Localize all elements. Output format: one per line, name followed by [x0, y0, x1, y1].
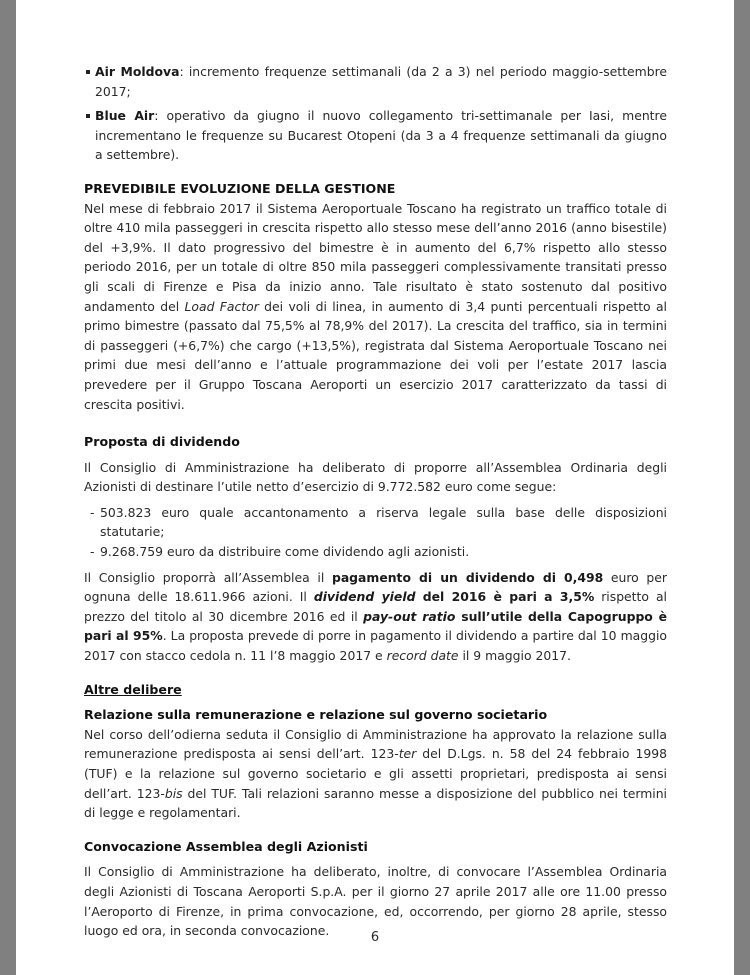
- subheading-relazione: Relazione sulla remunerazione e relazione sul governo societario: [84, 707, 548, 723]
- section-heading-dividendo: Proposta di dividendo: [84, 434, 240, 450]
- paragraph-dividendo-intro: Il Consiglio di Amministrazione ha deliberato di proporre all’Assemblea Ordinaria degli Azionisti di destinare l’utile netto d’esercizio di 9.772.582 euro come segue:: [84, 459, 667, 495]
- bullet-text: incremento frequenze settimanali (da 2 a 3) nel periodo maggio-settembre 2017;: [95, 64, 668, 99]
- page-content: [84, 62, 667, 941]
- airline-name: Blue Air: [95, 108, 155, 124]
- bullet-item-blue-air: Blue Air: operativo da giugno il nuovo collegamento tri-settimanale per Iasi, mentre incrementano le frequenze su Bucarest Otopeni (da 3 a 4 frequenze settimanali da giugno a settembre).: [84, 106, 667, 165]
- square-bullet-icon: [86, 114, 90, 118]
- dividend-allocation-list: [84, 503, 667, 562]
- page-number: 6: [370, 930, 380, 945]
- list-item: - 503.823 euro quale accantonamento a riserva legale sulla base delle disposizioni statutarie;: [90, 504, 667, 540]
- section-heading-evoluzione: PREVEDIBILE EVOLUZIONE DELLA GESTIONE: [84, 180, 396, 196]
- airline-name: Air Moldova: [95, 64, 180, 79]
- square-bullet-icon: [86, 70, 90, 74]
- bullet-item-air-moldova: Air Moldova: incremento frequenze settimanali (da 2 a 3) nel periodo maggio-settembre 2017;: [84, 62, 667, 101]
- paragraph-relazione: Nel corso dell’odierna seduta il Consiglio di Amministrazione ha approvato la relazione sulla remunerazione predisposta ai sensi dell’art. 123-ter del D.Lgs. n. 58 del 24 febbraio 1998 (TUF) e la relazione sul governo societario e gli assetti proprietari, predisposta ai sensi dell’art. 123-bis del TUF. Tali relazioni saranno messe a disposizione del pubblico nei termini di legge e regolamentari.: [84, 726, 668, 821]
- list-item: - 9.268.759 euro da distribuire come dividendo agli azionisti.: [90, 544, 470, 560]
- section-heading-altre-delibere: Altre delibere: [84, 681, 182, 697]
- bullet-text: operativo da giugno il nuovo collegamento tri-settimanale per Iasi, mentre incrementano le frequenze su Bucarest Otopeni (da 3 a 4 frequenze settimanali da giugno a settembre).: [95, 108, 667, 163]
- paragraph-evoluzione: Nel mese di febbraio 2017 il Sistema Aeroportuale Toscano ha registrato un traffico totale di oltre 410 mila passeggeri in crescita rispetto allo stesso mese dell’anno 2016 (anno bisestile) del +3,9%. Il dato progressivo del bimestre è in aumento del 6,7% rispetto allo stesso periodo 2016, per un totale di oltre 850 mila passeggeri complessivamente transitati presso gli scali di Firenze e Pisa da inizio anno. Tale risultato è stato sostenuto dal positivo andamento del Load Factor dei voli di linea, in aumento di 3,4 punti percentuali rispetto al primo bimestre (passato dal 75,5% al 78,9% del 2017). La crescita del traffico, sia in termini di passeggeri (+6,7%) che cargo (+13,5%), registrata dal Sistema Aeroportuale Toscano nei primi due mesi dell’anno e l’attuale programmazione dei voli per l’estate 2017 lascia prevedere per il Gruppo Toscana Aeroporti un esercizio 2017 caratterizzato da tassi di crescita positivi.: [84, 200, 667, 412]
- airline-bullet-list: [84, 62, 667, 165]
- paragraph-convocazione: Il Consiglio di Amministrazione ha deliberato, inoltre, di convocare l’Assemblea Ordinaria degli Azionisti di Toscana Aeroporti S.p.A. per il giorno 27 aprile 2017 alle ore 11.00 presso l’Aeroporto di Firenze, in prima convocazione, ed, occorrendo, per giorno 28 aprile, stesso luogo ed ora, in seconda convocazione.: [84, 864, 667, 939]
- document-page: [16, 0, 734, 975]
- paragraph-dividendo-details: Il Consiglio proporrà all’Assemblea il pagamento di un dividendo di 0,498 euro per ognuna delle 18.611.966 azioni. Il dividend yield del 2016 è pari a 3,5% rispetto al prezzo del titolo al 30 dicembre 2016 ed il pay-out ratio sull’utile della Capogruppo è pari al 95%. La proposta prevede di porre in pagamento il dividendo a partire dal 10 maggio 2017 con stacco cedola n. 11 l’8 maggio 2017 e record date il 9 maggio 2017.: [84, 569, 668, 664]
- subheading-convocazione: Convocazione Assemblea degli Azionisti: [84, 838, 368, 854]
